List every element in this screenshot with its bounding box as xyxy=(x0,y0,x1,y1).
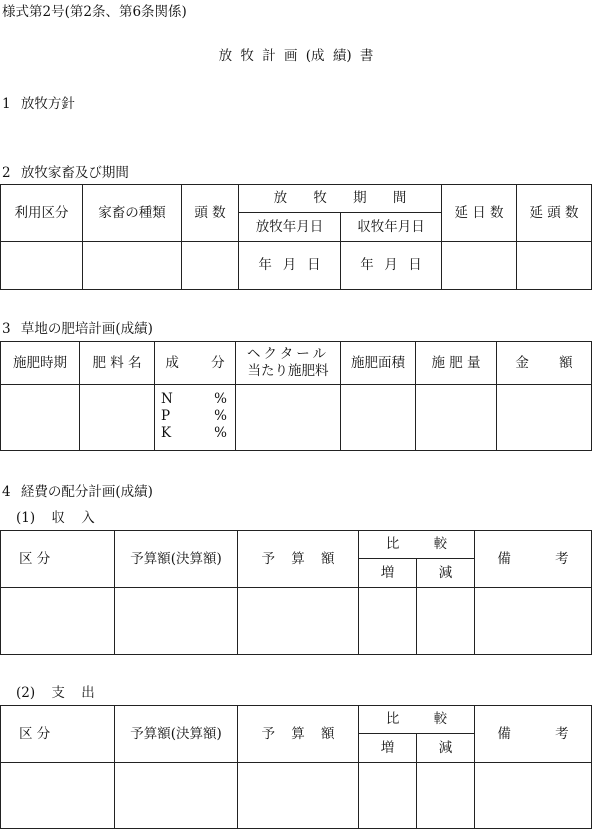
income-col-budget: 予 算 額 xyxy=(238,531,359,588)
head-count-cell xyxy=(182,242,239,290)
expenditure-col-remarks: 備 考 xyxy=(475,706,592,763)
page-title: 放 牧 計 画 (成 績) 書 xyxy=(218,48,374,64)
table-row xyxy=(1,588,592,655)
col-end-date: 収牧年月日 xyxy=(341,213,442,242)
col-usage-class: 利用区分 xyxy=(1,185,83,242)
per-hectare-cell xyxy=(236,385,341,451)
income-heading: (1) 収 入 xyxy=(16,510,95,526)
expenditure-col-decrease: 減 xyxy=(417,734,475,763)
total-heads-cell xyxy=(517,242,592,290)
col-start-date: 放牧年月日 xyxy=(239,213,341,242)
fertilizer-name-cell xyxy=(80,385,155,451)
col-amount: 施 肥 量 xyxy=(416,342,497,385)
component-k: K % xyxy=(161,425,227,441)
section1-heading: 1 放牧方針 xyxy=(2,96,75,112)
col-per-hectare: ヘクタール 当たり施肥料 xyxy=(236,342,341,385)
section3-heading: 3 草地の肥培計画(成績) xyxy=(2,321,153,337)
table-row xyxy=(1,385,592,451)
livestock-type-cell xyxy=(83,242,182,290)
fertilization-table xyxy=(0,341,592,451)
col-fertilizer-name: 肥 料 名 xyxy=(80,342,155,385)
section2-heading: 2 放牧家畜及び期間 xyxy=(2,165,129,181)
col-area: 施肥面積 xyxy=(341,342,416,385)
area-cell xyxy=(341,385,416,451)
expenditure-col-category: 区 分 xyxy=(1,706,115,763)
table-row xyxy=(1,242,592,290)
income-col-remarks: 備 考 xyxy=(475,531,592,588)
expenditure-col-budget-settled: 予算額(決算額) xyxy=(115,706,238,763)
amount-cell xyxy=(416,385,497,451)
component-p: P % xyxy=(161,408,227,424)
expenditure-table xyxy=(0,705,592,829)
usage-class-cell xyxy=(1,242,83,290)
section4-heading: 4 経費の配分計画(成績) xyxy=(2,484,153,500)
start-date-cell: 年 月 日 xyxy=(239,242,341,290)
income-col-increase: 増 xyxy=(359,559,417,588)
col-grazing-period: 放 牧 期 間 xyxy=(239,185,442,213)
timing-cell xyxy=(1,385,80,451)
col-livestock-type: 家畜の種類 xyxy=(83,185,182,242)
col-total-days: 延 日 数 xyxy=(442,185,517,242)
income-col-budget-settled: 予算額(決算額) xyxy=(115,531,238,588)
total-days-cell xyxy=(442,242,517,290)
cost-cell xyxy=(497,385,592,451)
table-row xyxy=(1,763,592,829)
income-col-category: 区 分 xyxy=(1,531,115,588)
component-cell xyxy=(155,385,236,451)
col-head-count: 頭 数 xyxy=(182,185,239,242)
col-total-heads: 延 頭 数 xyxy=(517,185,592,242)
col-component: 成 分 xyxy=(155,342,236,385)
form-number: 様式第2号(第2条、第6条関係) xyxy=(2,4,187,20)
income-col-comparison: 比 較 xyxy=(359,531,475,559)
col-timing: 施肥時期 xyxy=(1,342,80,385)
col-cost: 金 額 xyxy=(497,342,592,385)
grazing-livestock-table xyxy=(0,184,592,290)
expenditure-col-increase: 増 xyxy=(359,734,417,763)
income-table xyxy=(0,530,592,655)
expenditure-col-budget: 予 算 額 xyxy=(238,706,359,763)
end-date-cell: 年 月 日 xyxy=(341,242,442,290)
expenditure-heading: (2) 支 出 xyxy=(16,685,95,701)
component-n: N % xyxy=(161,391,227,407)
expenditure-col-comparison: 比 較 xyxy=(359,706,475,734)
income-col-decrease: 減 xyxy=(417,559,475,588)
